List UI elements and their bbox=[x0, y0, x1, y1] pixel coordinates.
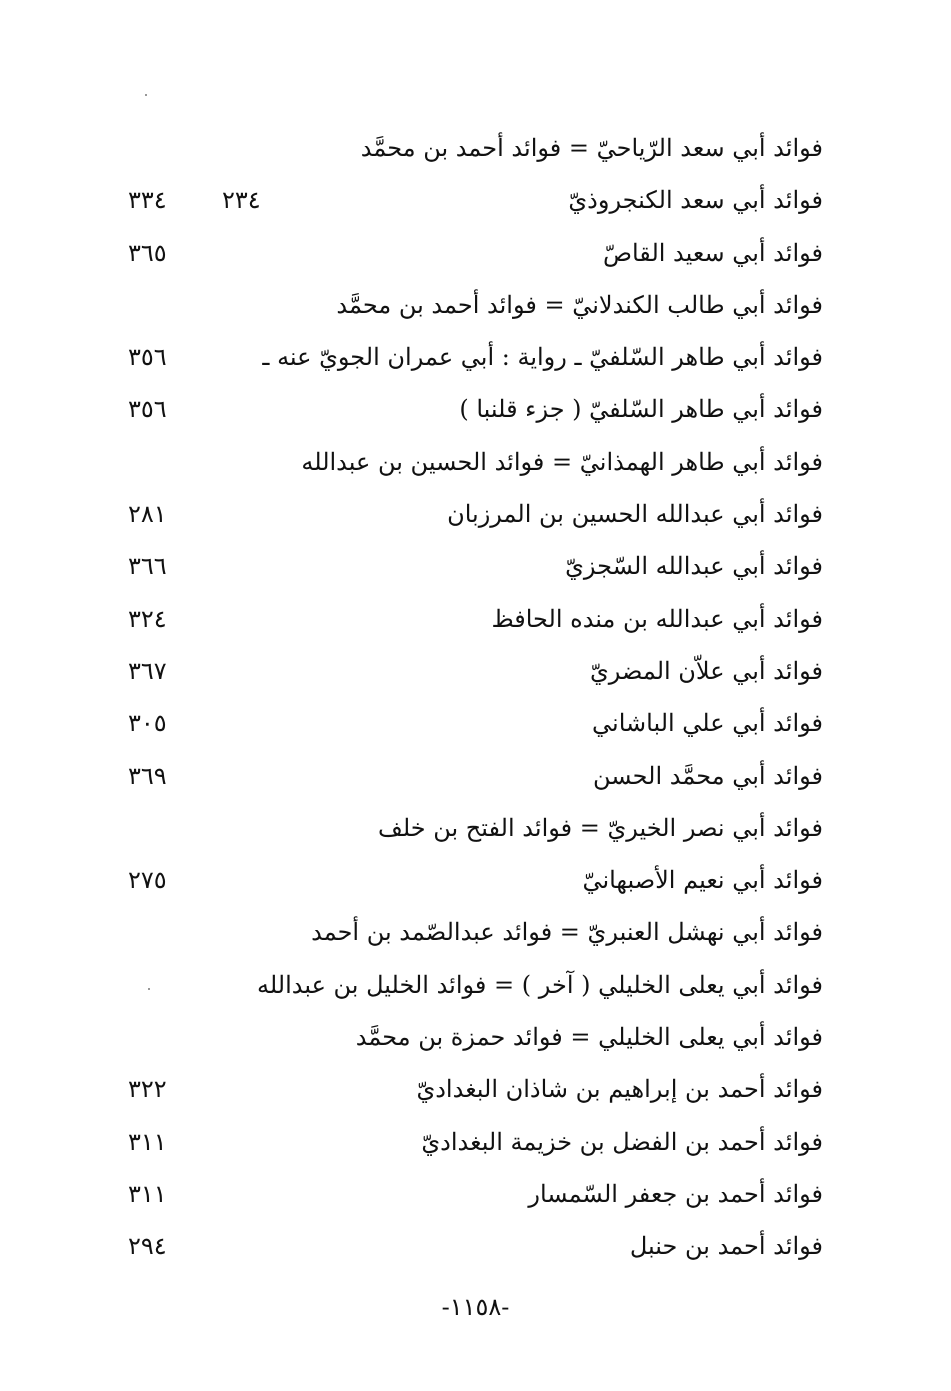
scan-speck bbox=[145, 94, 147, 96]
entry-page-reference: ٣١١ bbox=[128, 1179, 167, 1208]
entry-page-reference: ٣٦٧ bbox=[128, 656, 167, 685]
entry-page-reference: ٣٦٦ bbox=[128, 552, 167, 581]
entry-title: فوائد أحمد بن الفضل بن خزيمة البغداديّ bbox=[421, 1127, 823, 1156]
index-entry bbox=[0, 122, 951, 174]
entry-title: فوائد أبي يعلى الخليلي ( آخر ) = فوائد الخليل بن عبدالله bbox=[256, 970, 823, 999]
entry-title: فوائد أحمد بن حنبل bbox=[629, 1232, 823, 1261]
entry-title: فوائد أحمد بن جعفر السّمسار bbox=[528, 1179, 823, 1208]
index-entry bbox=[0, 750, 951, 802]
index-entry bbox=[0, 906, 951, 958]
entry-title: فوائد أبي طاهر السّلفيّ ( جزء قلنبا ) bbox=[459, 395, 823, 424]
entry-title: فوائد أبي سعد الكنجروذيّ bbox=[568, 186, 823, 215]
entry-page-reference-secondary: ٢٣٤ bbox=[222, 186, 261, 215]
index-entry bbox=[0, 488, 951, 540]
index-entry bbox=[0, 436, 951, 488]
entry-page-reference: ٣٢٤ bbox=[128, 604, 167, 633]
index-entry bbox=[0, 1063, 951, 1115]
index-entry bbox=[0, 279, 951, 331]
index-entry bbox=[0, 227, 951, 279]
entry-title: فوائد أبي علي الباشاني bbox=[592, 709, 823, 738]
entry-page-reference: ٣٣٤ bbox=[128, 186, 167, 215]
entry-page-reference: ٢٩٤ bbox=[128, 1232, 167, 1261]
entry-page-reference: ٣٢٢ bbox=[128, 1075, 167, 1104]
entry-page-reference: ٣٦٩ bbox=[128, 761, 167, 790]
entry-title: فوائد أبي يعلى الخليلي = فوائد حمزة بن محمَّد bbox=[355, 1023, 823, 1052]
index-entry bbox=[0, 331, 951, 383]
entry-title: فوائد أبي عبدالله الحسين بن المرزبان bbox=[447, 500, 823, 529]
index-entry bbox=[0, 1116, 951, 1168]
index-entry bbox=[0, 1011, 951, 1063]
entry-title: فوائد أبي نعيم الأصبهانيّ bbox=[582, 866, 823, 895]
entry-page-reference: ٢٧٥ bbox=[128, 866, 167, 895]
index-entry bbox=[0, 697, 951, 749]
index-entries-list bbox=[0, 122, 951, 1273]
index-entry bbox=[0, 593, 951, 645]
entry-page-reference: ٣١١ bbox=[128, 1127, 167, 1156]
entry-title: فوائد أبي عبدالله بن منده الحافظ bbox=[491, 604, 823, 633]
entry-title: فوائد أبي سعد الرّياحيّ = فوائد أحمد بن محمَّد bbox=[360, 134, 823, 162]
entry-title: فوائد أبي نصر الخيريّ = فوائد الفتح بن خلف bbox=[377, 813, 823, 842]
index-entry bbox=[0, 540, 951, 592]
entry-page-reference: ٢٨١ bbox=[128, 500, 167, 529]
index-entry bbox=[0, 959, 951, 1011]
entry-title: فوائد أبي محمَّد الحسن bbox=[592, 761, 823, 790]
entry-page-reference: ٣٦٥ bbox=[128, 238, 167, 267]
index-entry bbox=[0, 174, 951, 226]
entry-page-reference: ٣٠٥ bbox=[128, 709, 167, 738]
entry-title: فوائد أبي نهشل العنبريّ = فوائد عبدالصّمد بن أحمد bbox=[311, 918, 823, 947]
index-entry bbox=[0, 1220, 951, 1272]
index-entry bbox=[0, 645, 951, 697]
entry-title: فوائد أبي طاهر الهمذانيّ = فوائد الحسين بن عبدالله bbox=[301, 447, 823, 476]
index-entry bbox=[0, 802, 951, 854]
entry-title: فوائد أبي سعيد القاصّ bbox=[602, 238, 823, 267]
index-entry bbox=[0, 854, 951, 906]
entry-title: فوائد أبي علاّن المضريّ bbox=[589, 656, 823, 685]
entry-page-reference: ٣٥٦ bbox=[128, 395, 167, 424]
entry-title: فوائد أبي عبدالله السّجزيّ bbox=[565, 552, 823, 581]
entry-page-reference: ٣٥٦ bbox=[128, 343, 167, 372]
page-number: -١١٥٨- bbox=[441, 1293, 510, 1321]
index-entry bbox=[0, 1168, 951, 1220]
index-entry bbox=[0, 383, 951, 435]
entry-title: فوائد أبي طاهر السّلفيّ ـ رواية : أبي عمران الجويّ عنه ـ bbox=[262, 343, 823, 372]
entry-title: فوائد أحمد بن إبراهيم بن شاذان البغداديّ bbox=[416, 1075, 823, 1104]
entry-title: فوائد أبي طالب الكندلانيّ = فوائد أحمد بن محمَّد bbox=[336, 290, 823, 319]
